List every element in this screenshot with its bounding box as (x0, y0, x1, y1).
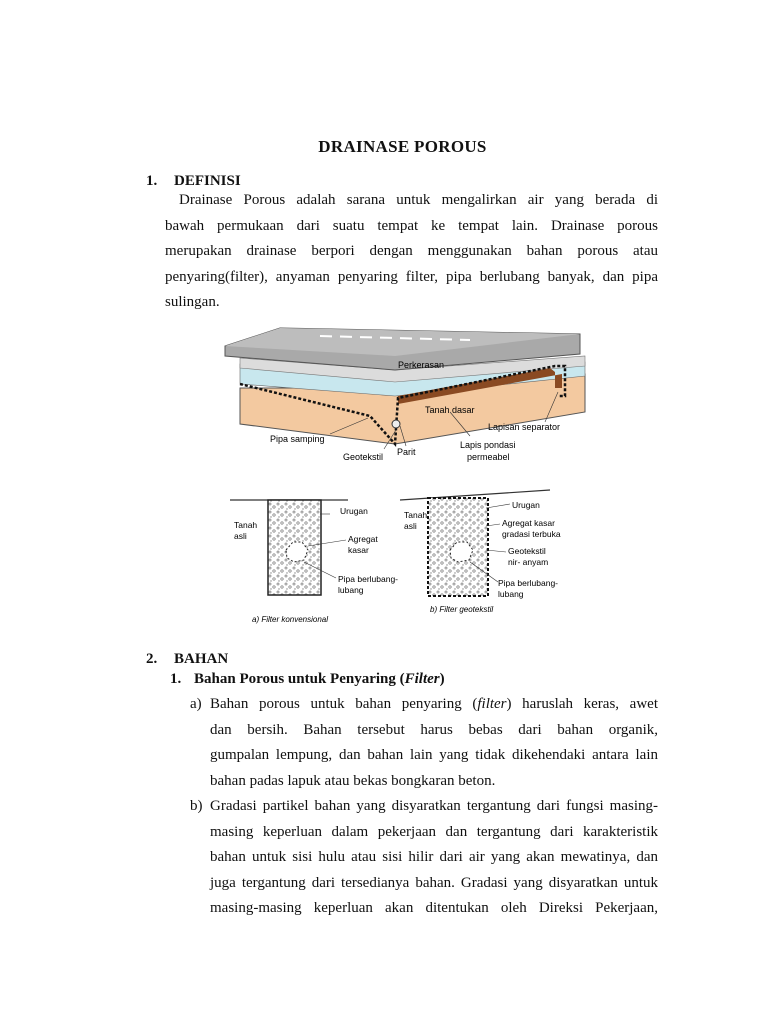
pavement-drainage-figure (220, 326, 590, 468)
left-label-pipa-2: lubang (338, 585, 364, 595)
paragraph-line: Drainase Porous adalah sarana untuk mengalirkan air yang berada di (179, 192, 658, 208)
label-permeabel: permeabel (467, 452, 510, 462)
section-2-number: 2. (146, 651, 158, 667)
paragraph-line: merupakan drainase berpori dengan menggunakan bahan porous atau (165, 243, 658, 259)
subsection-heading-italic: Filter (404, 671, 440, 687)
section-1-paragraph (165, 188, 658, 316)
paragraph-line (210, 692, 658, 718)
paragraph-line: sulingan. (165, 294, 220, 310)
left-label-pipa-1: Pipa berlubang- (338, 574, 399, 584)
paragraph-line: bahan untuk sisi hulu atau sisi hilir dari air yang akan mewatinya, dan (210, 849, 658, 865)
item-a-line1-pre: Bahan porous untuk bahan penyaring ( (210, 696, 478, 712)
paragraph-line: Gradasi partikel bahan yang disyaratkan tergantung dari fungsi masing- (210, 798, 658, 814)
left-label-tanah: Tanah (234, 520, 258, 530)
item-a-paragraph (210, 692, 658, 794)
label-geotekstil: Geotekstil (343, 452, 384, 462)
section-1-number: 1. (146, 173, 158, 189)
right-label-asli: asli (404, 521, 417, 531)
left-label-asli: asli (234, 531, 247, 541)
item-a-letter: a) (190, 696, 202, 712)
label-lapis-pondasi: Lapis pondasi (460, 440, 516, 450)
right-caption: b) Filter geotekstil (430, 605, 494, 614)
right-label-tanah: Tanah (404, 510, 428, 520)
paragraph-line: gumpalan lempung, dan bahan lain yang tidak dikehendaki antara lain (210, 747, 658, 763)
left-caption: a) Filter konvensional (252, 615, 329, 624)
label-pipa-samping: Pipa samping (270, 434, 325, 444)
subsection-1-heading (194, 671, 445, 688)
right-label-agregat-1: Agregat kasar (502, 518, 555, 528)
paragraph-line: juga tergantung dari tersedianya bahan. Gradasi yang disyaratkan untuk (210, 874, 658, 891)
label-perkerasan: Perkerasan (398, 360, 445, 370)
left-label-kasar: kasar (348, 545, 369, 555)
right-label-pipa-1: Pipa berlubang- (498, 578, 559, 588)
section-2-heading: BAHAN (174, 651, 229, 667)
trench-filter-figures (228, 486, 568, 628)
paragraph-line: penyaring(filter), anyaman penyaring filter, pipa berlubang banyak, dan pipa (165, 268, 658, 285)
paragraph-line: bawah permukaan dari suatu tempat ke tempat lain. Drainase porous (165, 217, 658, 234)
left-label-agregat: Agregat (348, 534, 378, 544)
item-b-letter: b) (190, 798, 203, 814)
label-parit: Parit (397, 447, 416, 457)
left-label-urugan: Urugan (340, 506, 368, 516)
paragraph-line: masing keperluan dalam pekerjaan dan tergantung dari karakteristik (210, 823, 658, 840)
paragraph-line: masing-masing keperluan akan ditentukan oleh Direksi Pekerjaan, (210, 900, 658, 916)
right-label-urugan: Urugan (512, 500, 540, 510)
paragraph-line: dan bersih. Bahan tersebut harus bebas dari bahan organik, (210, 721, 658, 738)
subsection-1-number: 1. (170, 671, 182, 687)
item-b-paragraph (210, 794, 658, 922)
subsection-heading-pre: Bahan Porous untuk Penyaring ( (194, 671, 405, 687)
item-a-line1-post: ) haruslah keras, awet (506, 696, 659, 712)
paragraph-line: bahan padas lapuk atau bekas bongkaran beton. (210, 772, 496, 789)
item-a-line1-italic: filter (477, 696, 507, 712)
right-label-pipa-2: lubang (498, 589, 524, 599)
subsection-heading-post: ) (439, 671, 445, 687)
right-label-agregat-2: gradasi terbuka (502, 529, 561, 539)
label-lapisan-separator: Lapisan separator (488, 422, 561, 432)
right-label-geotekstil-1: Geotekstil (508, 546, 546, 556)
section-1-heading: DEFINISI (174, 173, 241, 189)
label-tanah-dasar: Tanah dasar (425, 405, 475, 415)
page-title: DRAINASE POROUS (318, 137, 487, 156)
right-label-geotekstil-2: nir- anyam (508, 557, 549, 567)
